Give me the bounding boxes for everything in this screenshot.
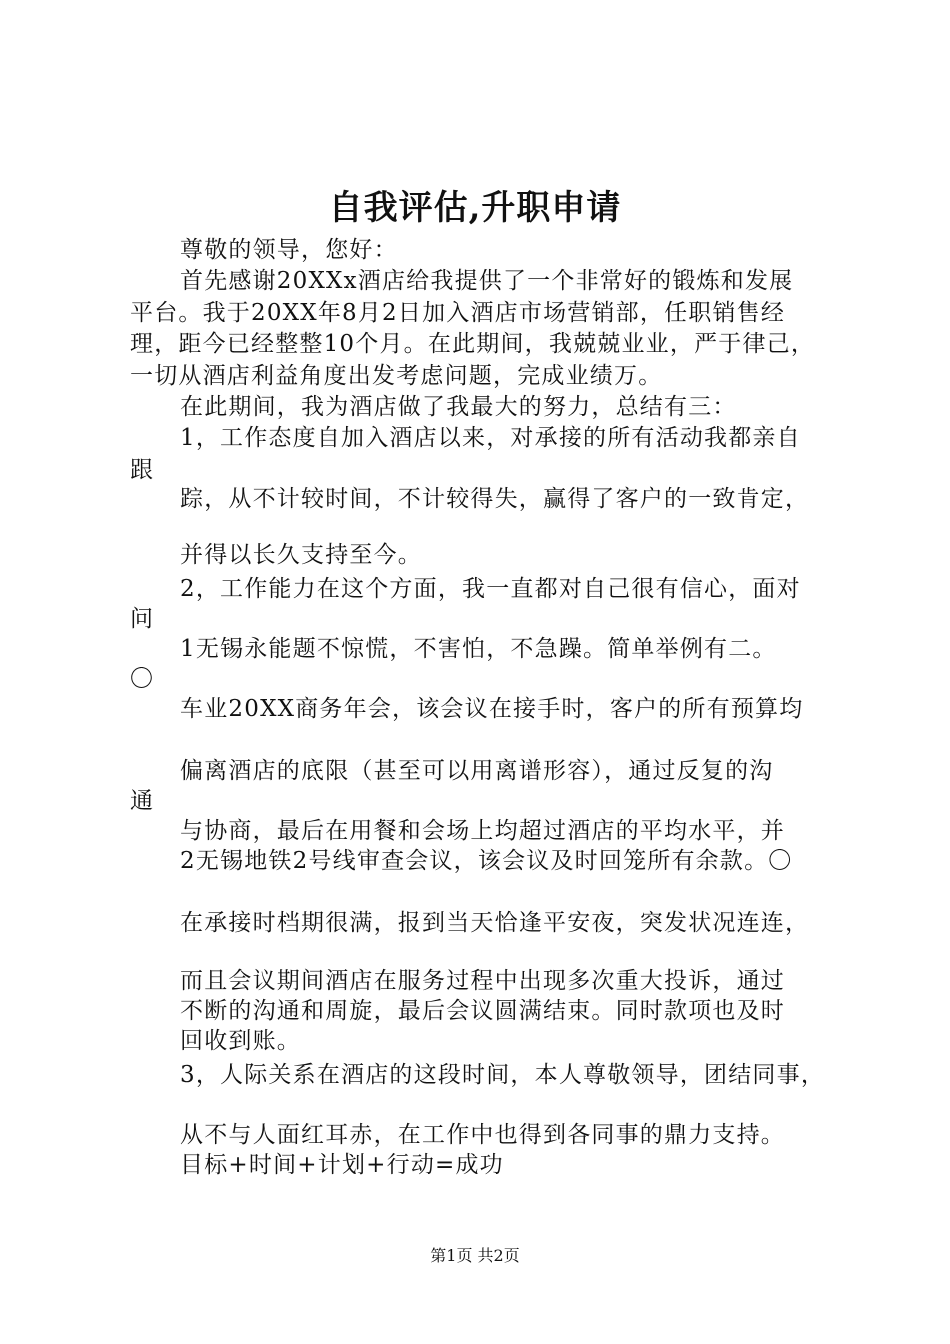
body-line: 从不与人面红耳赤，在工作中也得到各同事的鼎力支持。 [180,1122,785,1148]
body-line: 在承接时档期很满，报到当天恰逢平安夜，突发状况连连， [180,910,810,936]
body-line: 2无锡地铁2号线审查会议，该会议及时回笼所有余款。〇 [180,848,793,874]
body-line: 2，工作能力在这个方面，我一直都对自己很有信心，面对 [180,576,801,602]
body-line: 平台。我于20XX年8月2日加入酒店市场营销部，任职销售经 [130,300,786,326]
body-line: 跟 [130,457,155,483]
body-line: 而且会议期间酒店在服务过程中出现多次重大投诉，通过 [180,968,785,994]
salutation-line: 尊敬的领导，您好： [180,237,398,263]
body-line: 3，人际关系在酒店的这段时间，本人尊敬领导，团结同事， [180,1062,826,1088]
body-line: 〇 [130,666,155,692]
body-line: 不断的沟通和周旋，最后会议圆满结束。同时款项也及时 [180,998,785,1024]
body-line: 首先感谢20XXx酒店给我提供了一个非常好的锻炼和发展 [180,268,794,294]
page-footer: 第1页 共2页 [430,1246,520,1265]
body-line: 车业20XX商务年会，该会议在接手时，客户的所有预算均 [180,696,804,722]
document-title: 自我评估,升职申请 [328,188,622,228]
body-line: 1无锡永能题不惊慌，不害怕，不急躁。简单举例有二。 [180,636,777,662]
body-line: 一切从酒店利益角度出发考虑问题，完成业绩万。 [130,363,663,389]
body-line: 问 [130,606,155,632]
body-line: 在此期间，我为酒店做了我最大的努力，总结有三： [180,394,737,420]
body-line: 1，工作态度自加入酒店以来，对承接的所有活动我都亲自 [180,425,801,451]
body-line: 通 [130,788,155,814]
body-line: 踪，从不计较时间，不计较得失，赢得了客户的一致肯定， [180,486,810,512]
body-line: 与协商，最后在用餐和会场上均超过酒店的平均水平，并 [180,818,785,844]
body-line: 偏离酒店的底限（甚至可以用离谱形容），通过反复的沟 [180,758,774,784]
body-line: 理，距今已经整整10个月。在此期间，我兢兢业业，严于律己， [130,331,816,357]
body-line: 目标+时间+计划+行动=成功 [180,1152,504,1178]
body-line: 回收到账。 [180,1028,301,1054]
body-line: 并得以长久支持至今。 [180,542,422,568]
